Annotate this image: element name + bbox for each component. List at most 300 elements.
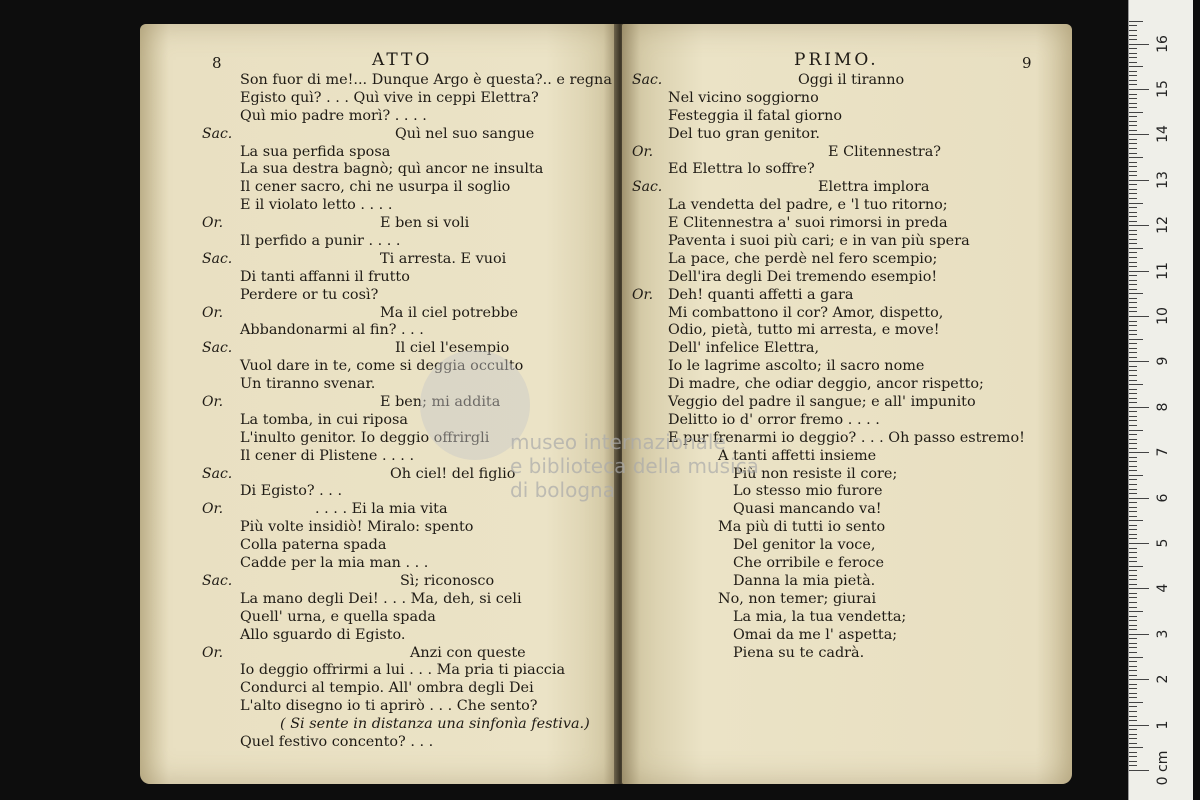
left-page [140,24,618,784]
ruler-tick [1129,366,1137,367]
ruler-tick [1129,611,1143,612]
line-text: Più non resiste il core; [733,465,898,482]
ruler-tick [1129,489,1137,490]
ruler-tick [1129,103,1137,104]
ruler-number: 15 [1155,80,1171,98]
ruler-tick [1129,625,1137,626]
text-line [622,645,1072,663]
ruler-tick [1129,507,1137,508]
ruler-tick [1129,203,1143,204]
speaker-label: Sac. [202,340,233,357]
line-text: Abbandonarmi al fin? . . . [240,322,424,339]
text-line [140,358,618,376]
text-line [622,483,1072,501]
ruler-tick [1129,706,1137,707]
speaker-label: Or. [632,286,654,303]
line-text: Quì mio padre morì? . . . . [240,107,427,124]
ruler-tick [1129,98,1137,99]
ruler-tick [1129,112,1143,113]
ruler-tick [1129,620,1137,621]
ruler-tick [1129,516,1137,517]
ruler-tick [1129,248,1143,249]
text-line [140,161,618,179]
line-text: Oggi il tiranno [798,72,905,88]
ruler-tick [1129,716,1137,717]
line-text: Il cener di Plistene . . . . [240,447,415,464]
ruler-tick [1129,307,1137,308]
ruler-number: 4 [1155,583,1171,593]
ruler-tick [1129,275,1137,276]
ruler-tick [1129,647,1137,648]
line-text: Egisto quì? . . . Quì vive in ceppi Elettra? [240,89,539,106]
text-line [622,573,1072,591]
ruler-tick [1129,607,1137,608]
speaker-label: Or. [202,304,224,321]
ruler-tick [1129,298,1137,299]
line-text: La tomba, in cui riposa [240,411,409,428]
text-line [622,305,1072,323]
line-text: Danna la mia pietà. [733,572,876,589]
ruler-tick [1129,66,1143,67]
line-text: Ma più di tutti io sento [718,519,886,536]
text-line [622,537,1072,555]
text-line [622,430,1072,448]
right-text-block [622,72,1072,662]
ruler-tick [1129,284,1137,285]
text-line [140,412,618,430]
ruler-tick [1129,552,1137,553]
ruler-tick [1129,125,1137,126]
ruler-tick [1129,44,1149,45]
ruler-number: 11 [1155,261,1171,280]
ruler-tick [1129,302,1137,303]
line-text: Di Egisto? . . . [240,483,343,500]
ruler-tick [1129,443,1137,444]
ruler-number: 10 [1155,307,1171,325]
ruler-tick [1129,425,1137,426]
line-text: Lo stesso mio furore [733,483,883,500]
text-line [140,645,618,663]
text-line [140,90,618,108]
ruler-tick [1129,402,1137,403]
line-text: Perdere or tu così? [240,286,379,303]
line-text: E pur frenarmi io deggio? . . . Oh passo estremo! [668,429,1025,446]
ruler-tick [1129,484,1137,485]
text-line [140,573,618,591]
text-line [140,698,618,716]
ruler-number: 12 [1155,216,1171,235]
line-text: Odio, pietà, tutto mi arresta, e move! [668,322,940,339]
text-line [622,412,1072,430]
ruler-tick [1129,94,1137,95]
ruler-tick [1129,225,1149,226]
text-line [140,430,618,448]
ruler-number: 3 [1155,629,1171,639]
line-text: Condurci al tempio. All' ombra degli Dei [240,680,534,697]
ruler-tick [1129,289,1137,290]
ruler-tick [1129,134,1149,135]
text-line [140,305,618,323]
text-line [622,609,1072,627]
ruler-tick [1129,711,1137,712]
line-text: Colla paterna spada [240,537,387,554]
ruler-tick [1129,271,1149,272]
ruler-tick [1129,407,1149,408]
speaker-label: Sac. [632,179,663,196]
line-text: Nel vicino soggiorno [668,89,819,106]
line-text: La pace, che perdè nel fero scempio; [668,250,938,267]
line-text: Deh! quanti affetti a gara [668,286,854,303]
text-line [140,537,618,555]
ruler-tick [1129,321,1137,322]
line-text: Dell' infelice Elettra, [668,340,820,357]
text-line [140,72,618,90]
ruler-tick [1129,602,1137,603]
line-text: E Clitennestra a' suoi rimorsi in preda [668,215,948,232]
line-text: Oh ciel! del figlio [390,465,516,482]
text-line [140,680,618,698]
ruler-tick [1129,466,1137,467]
ruler-tick [1129,266,1137,267]
ruler-tick [1129,416,1137,417]
ruler-number: 13 [1155,170,1171,189]
text-line [622,322,1072,340]
line-text: Elettra implora [818,179,930,196]
ruler-tick [1129,221,1137,222]
text-line [622,519,1072,537]
line-text: La vendetta del padre, e 'l tuo ritorno; [668,197,948,214]
text-line [622,197,1072,215]
ruler-tick [1129,339,1143,340]
text-line [140,197,618,215]
ruler-tick [1129,393,1137,394]
ruler-tick [1129,493,1137,494]
page-header-right: PRIMO. [794,50,879,70]
line-text: Io le lagrime ascolto; il sacro nome [668,358,925,375]
ruler-tick [1129,180,1149,181]
left-text-block [140,72,618,752]
line-text: L'inulto genitor. Io deggio offrirgli [240,429,490,446]
ruler-tick [1129,153,1137,154]
line-text: La sua destra bagnò; quì ancor ne insulta [240,161,544,178]
ruler-tick [1129,452,1149,453]
text-line [622,161,1072,179]
text-line [140,591,618,609]
ruler-tick [1129,720,1137,721]
ruler-tick [1129,661,1137,662]
ruler-tick [1129,361,1149,362]
line-text: Cadde per la mia man . . . [240,555,429,572]
text-line [140,519,618,537]
page-number-right: 9 [1022,54,1032,72]
line-text: Quell' urna, e quella spada [240,608,436,625]
ruler-tick [1129,448,1137,449]
line-text: Festeggia il fatal giorno [668,107,843,124]
line-text: Dell'ira degli Dei tremendo esempio! [668,268,938,285]
ruler-tick [1129,566,1143,567]
ruler-tick [1129,352,1137,353]
text-line [622,358,1072,376]
text-line [140,287,618,305]
right-page [622,24,1072,784]
speaker-label: Or. [202,644,224,661]
text-line [622,501,1072,519]
line-text: A tanti affetti insieme [718,447,877,464]
text-line [622,269,1072,287]
text-line [622,394,1072,412]
text-line [140,662,618,680]
ruler-tick [1129,643,1137,644]
line-text: La sua perfida sposa [240,143,391,160]
ruler-tick [1129,738,1137,739]
line-text: Quel festivo concento? . . . [240,733,434,750]
text-line [622,287,1072,305]
ruler-tick [1129,657,1143,658]
ruler-tick [1129,470,1137,471]
ruler-tick [1129,502,1137,503]
text-line [140,376,618,394]
ruler-tick [1129,143,1137,144]
ruler-tick [1129,62,1137,63]
line-text: Di tanti affanni il frutto [240,268,410,285]
ruler-number: 6 [1155,493,1171,503]
ruler-tick [1129,752,1137,753]
ruler-tick [1129,35,1137,36]
text-line [140,466,618,484]
ruler-tick [1129,198,1137,199]
ruler-tick [1129,616,1137,617]
ruler-tick [1129,729,1137,730]
ruler-tick [1129,679,1149,680]
text-line [622,215,1072,233]
ruler-tick [1129,316,1149,317]
line-text: Il perfido a punir . . . . [240,233,401,250]
text-line [140,483,618,501]
ruler-number: 14 [1155,125,1171,144]
ruler-tick [1129,765,1137,766]
ruler-tick [1129,743,1137,744]
speaker-label: Sac. [632,72,663,88]
text-line [140,322,618,340]
text-line [622,591,1072,609]
ruler-tick [1129,330,1137,331]
ruler-tick [1129,39,1137,40]
speaker-label: Or. [202,215,224,232]
ruler-tick [1129,325,1137,326]
ruler-tick [1129,380,1137,381]
ruler-tick [1129,25,1137,26]
ruler-tick [1129,629,1137,630]
line-text: Piena su te cadrà. [733,644,865,661]
page-number-left: 8 [212,54,222,72]
ruler-tick [1129,384,1143,385]
line-text: Ed Elettra lo soffre? [668,161,815,178]
text-line [140,448,618,466]
ruler-tick [1129,116,1137,117]
ruler-tick [1129,171,1137,172]
line-text: Anzi con queste [410,644,526,661]
text-line [140,251,618,269]
line-text: E ben; mi addita [380,394,501,411]
ruler-number: 5 [1155,538,1171,548]
ruler-tick [1129,166,1137,167]
text-line [140,144,618,162]
line-text: Il ciel l'esempio [395,340,510,357]
ruler-tick [1129,30,1137,31]
ruler-number: 1 [1155,720,1171,730]
ruler-number: 7 [1155,447,1171,457]
ruler-tick [1129,130,1137,131]
ruler-tick [1129,257,1137,258]
ruler-tick [1129,670,1137,671]
text-line [622,233,1072,251]
ruler-tick [1129,734,1137,735]
ruler-unit-label: 0 cm [1155,750,1171,786]
ruler-tick [1129,243,1137,244]
ruler-tick [1129,461,1137,462]
line-text: Del tuo gran genitor. [668,125,820,142]
line-text: ( Si sente in distanza una sinfonìa festiva.) [280,716,590,733]
ruler-tick [1129,311,1137,312]
ruler-number: 2 [1155,674,1171,684]
ruler-tick [1129,529,1137,530]
ruler-tick [1129,175,1137,176]
ruler-tick [1129,756,1137,757]
speaker-label: Or. [202,501,224,518]
ruler-tick [1129,293,1143,294]
line-text: L'alto disegno io ti aprirò . . . Che sento? [240,698,538,715]
ruler-tick [1129,693,1137,694]
ruler-tick [1129,525,1137,526]
text-line [622,555,1072,573]
ruler-tick [1129,84,1137,85]
text-line [140,126,618,144]
ruler-tick [1129,162,1137,163]
ruler-tick [1129,702,1143,703]
ruler-tick [1129,139,1137,140]
line-text: Delitto io d' orror fremo . . . . [668,411,880,428]
ruler-tick [1129,688,1137,689]
ruler-tick [1129,652,1137,653]
ruler-tick [1129,89,1149,90]
ruler-tick [1129,543,1149,544]
ruler-tick [1129,575,1137,576]
open-book [140,24,1080,784]
line-text: Sì; riconosco [400,572,495,589]
ruler-tick [1129,21,1143,22]
line-text: E il violato letto . . . . [240,197,393,214]
text-line [140,501,618,519]
ruler-tick [1129,375,1137,376]
ruler-tick [1129,71,1137,72]
ruler-tick [1129,747,1143,748]
ruler-tick [1129,498,1149,499]
ruler-number: 9 [1155,356,1171,366]
line-text: Di madre, che odiar deggio, ancor rispetto; [668,376,984,393]
line-text: . . . . Ei la mia vita [315,501,448,518]
text-line [622,376,1072,394]
line-text: Io deggio offrirmi a lui . . . Ma pria ti piaccia [240,662,566,679]
text-line [622,251,1072,269]
ruler-tick [1129,193,1137,194]
ruler-tick [1129,216,1137,217]
ruler-tick [1129,597,1137,598]
watermark-text: museo internazionale e biblioteca della musica di bologna [510,430,759,502]
line-text: Il cener sacro, chi ne usurpa il soglio [240,179,511,196]
ruler-tick [1129,511,1137,512]
ruler-tick [1129,475,1143,476]
ruler-tick [1129,675,1137,676]
ruler-tick [1129,252,1137,253]
ruler-tick [1129,370,1137,371]
speaker-label: Or. [632,143,654,160]
text-line [622,72,1072,90]
line-text: Quì nel suo sangue [395,125,535,142]
text-line [140,215,618,233]
ruler-tick [1129,334,1137,335]
line-text: Più volte insidiò! Miralo: spento [240,519,474,536]
ruler-tick [1129,420,1137,421]
text-line [140,394,618,412]
speaker-label: Sac. [202,250,233,267]
ruler-tick [1129,398,1137,399]
line-text: Ti arresta. E vuoi [380,250,507,267]
text-line [622,466,1072,484]
line-text: Vuol dare in te, come si deggia occulto [240,358,524,375]
text-line [140,108,618,126]
ruler-tick [1129,184,1137,185]
text-line [140,269,618,287]
ruler-number: 16 [1155,34,1171,53]
ruler-tick [1129,189,1137,190]
line-text: Allo sguardo di Egisto. [240,626,406,643]
ruler-tick [1129,434,1137,435]
text-line [622,627,1072,645]
page-header-left: ATTO [372,50,433,70]
ruler-tick [1129,439,1137,440]
line-text: Mi combattono il cor? Amor, dispetto, [668,304,944,321]
ruler-tick [1129,548,1137,549]
line-text: Quasi mancando va! [733,501,882,518]
text-line [622,448,1072,466]
text-line [622,340,1072,358]
text-line [622,90,1072,108]
ruler-tick [1129,239,1137,240]
ruler-tick [1129,262,1137,263]
ruler-tick [1129,579,1137,580]
ruler-tick [1129,157,1143,158]
text-line [622,179,1072,197]
ruler-tick [1129,53,1137,54]
line-text: E ben si voli [380,215,470,232]
ruler-tick [1129,638,1137,639]
ruler-tick [1129,520,1143,521]
ruler-tick [1129,357,1137,358]
line-text: No, non temer; giurai [718,590,877,607]
text-line [622,126,1072,144]
ruler-tick [1129,148,1137,149]
speaker-label: Sac. [202,572,233,589]
ruler-number: 8 [1155,402,1171,412]
ruler-tick [1129,230,1137,231]
line-text: Omai da me l' aspetta; [733,626,898,643]
ruler-tick [1129,634,1149,635]
ruler-tick [1129,121,1137,122]
ruler-tick [1129,207,1137,208]
ruler-tick [1129,593,1137,594]
ruler-tick [1129,343,1137,344]
line-text: Che orribile e feroce [733,555,884,572]
